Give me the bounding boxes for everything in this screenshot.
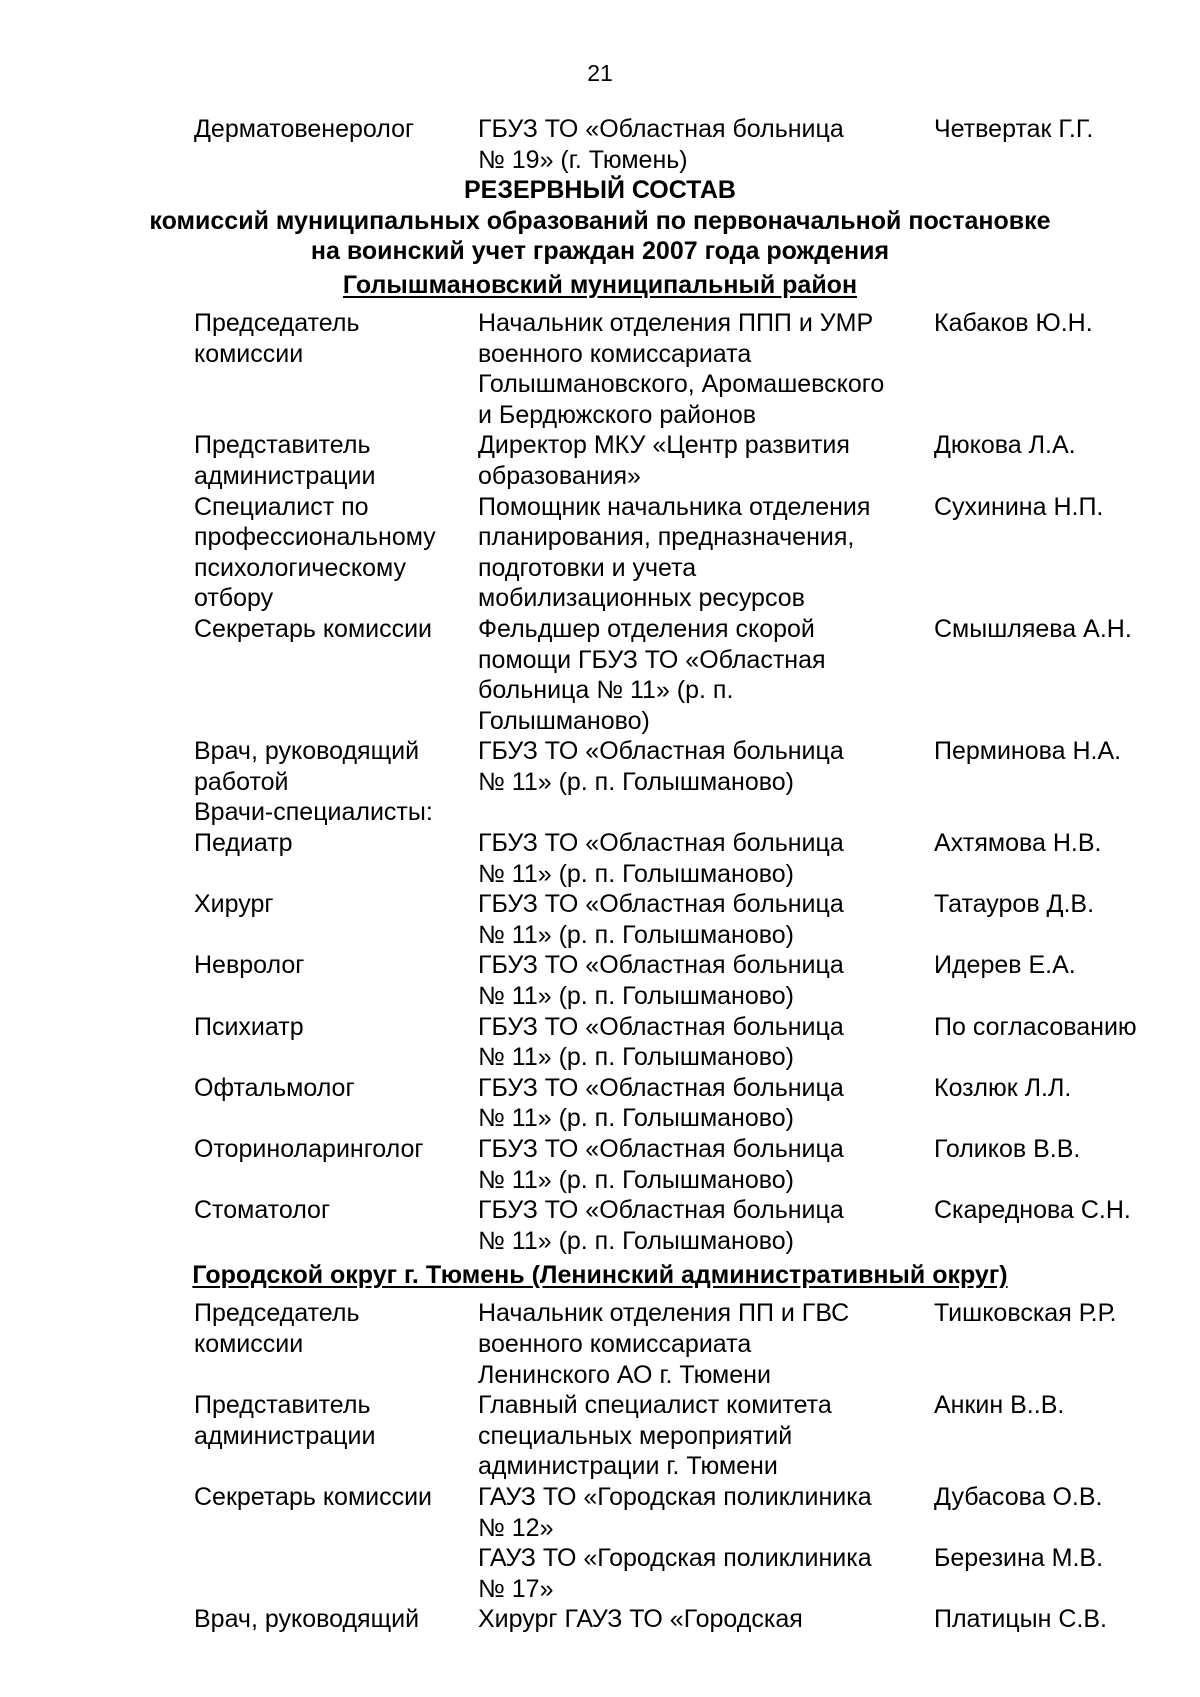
role-cell xyxy=(194,950,478,1011)
organization-line: специальных мероприятий xyxy=(478,1421,793,1450)
document-heading xyxy=(0,175,1200,267)
organization-line: № 19» (г. Тюмень) xyxy=(478,145,688,174)
table-row xyxy=(194,1134,1154,1195)
organization-cell xyxy=(478,308,934,430)
table-row xyxy=(194,1298,1154,1390)
role-line: Секретарь комиссии xyxy=(194,614,433,643)
organization-line: № 11» (р. п. Голышманово) xyxy=(478,1104,794,1133)
heading-line: комиссий муниципальных образований по первоначальной постановке xyxy=(149,206,1051,235)
table-row xyxy=(194,1195,1154,1256)
organization-cell xyxy=(478,614,934,736)
role-line: Офтальмолог xyxy=(194,1073,355,1102)
role-cell xyxy=(194,308,478,430)
role-line: Педиатр xyxy=(194,829,293,858)
organization-line: Голышманово) xyxy=(478,706,650,735)
organization-cell xyxy=(478,1012,934,1073)
person-cell: По согласованию xyxy=(934,1012,1137,1041)
organization-cell xyxy=(478,1390,934,1482)
person-cell: Смышляева А.Н. xyxy=(934,614,1132,643)
role-line: профессиональному xyxy=(194,523,436,552)
role-line: Председатель xyxy=(194,1299,360,1328)
organization-line: Начальник отделения ППП и УМР xyxy=(478,308,874,337)
heading-line: на воинский учет граждан 2007 года рождения xyxy=(310,237,890,266)
role-cell xyxy=(194,614,478,736)
person-cell: Татауров Д.В. xyxy=(934,890,1095,919)
role-line: Дерматовенеролог xyxy=(194,115,415,143)
organization-cell xyxy=(478,1073,934,1134)
person-cell: Идерев Е.А. xyxy=(934,951,1076,980)
organization-line: № 11» (р. п. Голышманово) xyxy=(478,767,794,796)
organization-line: ГБУЗ ТО «Областная больница xyxy=(478,1073,844,1102)
organization-line: и Бердюжского районов xyxy=(478,400,757,429)
organization-line: военного комиссариата xyxy=(478,1329,752,1358)
organization-line: № 11» (р. п. Голышманово) xyxy=(478,859,794,888)
section-title-text: Голышмановский муниципальный район xyxy=(342,270,858,299)
organization-cell xyxy=(478,950,934,1011)
organization-line: № 11» (р. п. Голышманово) xyxy=(478,920,794,949)
organization-cell xyxy=(478,1604,934,1635)
organization-line: ГБУЗ ТО «Областная больница xyxy=(478,829,844,858)
organization-line: ГАУЗ ТО «Городская поликлиника xyxy=(478,1544,872,1573)
organization-cell xyxy=(478,1195,934,1256)
role-line: Врач, руководящий xyxy=(194,737,420,766)
page-number: 21 xyxy=(587,60,613,86)
table-row xyxy=(194,889,1154,950)
role-cell xyxy=(194,492,478,614)
organization-line: планирования, предназначения, xyxy=(478,523,855,552)
person-cell: Дюкова Л.А. xyxy=(934,431,1076,460)
role-cell xyxy=(194,430,478,491)
organization-cell xyxy=(478,736,934,828)
document-body xyxy=(149,114,1154,1635)
table-row xyxy=(194,1390,1154,1482)
role-line: Оториноларинголог xyxy=(194,1135,424,1163)
organization-line: № 12» xyxy=(478,1513,554,1542)
organization-line: Хирург ГАУЗ ТО «Городская xyxy=(478,1605,803,1634)
organization-cell xyxy=(478,828,934,889)
role-line: Председатель xyxy=(194,308,360,337)
table-row xyxy=(194,308,1154,430)
organization-line: ГБУЗ ТО «Областная больница xyxy=(478,890,844,919)
table-row xyxy=(194,614,1154,736)
person-cell: Ахтямова Н.В. xyxy=(934,829,1102,858)
table-row xyxy=(194,114,1154,175)
sections-container xyxy=(194,267,1154,1635)
table-row xyxy=(194,1012,1154,1073)
role-line: Хирург xyxy=(194,890,274,919)
person-cell: Четвертак Г.Г. xyxy=(934,115,1094,143)
table-row xyxy=(194,828,1154,889)
organization-line: № 17» xyxy=(478,1574,554,1603)
organization-line: Голышмановского, Аромашевского xyxy=(478,370,885,399)
organization-cell xyxy=(478,1134,934,1195)
role-line: комиссии xyxy=(194,339,304,368)
organization-line: ГБУЗ ТО «Областная больница xyxy=(478,951,844,980)
role-cell xyxy=(194,1195,478,1256)
organization-line: ГБУЗ ТО «Областная больница xyxy=(478,1135,844,1163)
heading-line: РЕЗЕРВНЫЙ СОСТАВ xyxy=(464,176,736,205)
role-cell xyxy=(194,1298,478,1390)
person-cell: Голиков В.В. xyxy=(934,1135,1081,1163)
role-line: Стоматолог xyxy=(194,1196,331,1225)
person-cell: Перминова Н.А. xyxy=(934,737,1122,766)
role-line: Врачи-специалисты: xyxy=(194,798,433,827)
role-line: комиссии xyxy=(194,1329,304,1358)
organization-line: Помощник начальника отделения xyxy=(478,492,871,521)
person-cell: Платицын С.В. xyxy=(934,1605,1107,1634)
organization-cell xyxy=(478,889,934,950)
role-cell xyxy=(194,1543,478,1604)
person-cell: Тишковская Р.Р. xyxy=(934,1299,1117,1328)
section-title xyxy=(0,1256,1200,1298)
organization-line: помощи ГБУЗ ТО «Областная xyxy=(478,645,826,674)
role-line: администрации xyxy=(194,1421,376,1450)
organization-line: Главный специалист комитета xyxy=(478,1391,832,1420)
person-cell: Анкин В..В. xyxy=(934,1391,1065,1420)
table-row xyxy=(194,492,1154,614)
role-cell xyxy=(194,828,478,889)
organization-cell xyxy=(478,114,934,175)
role-line: Секретарь комиссии xyxy=(194,1482,433,1511)
person-cell: Дубасова О.В. xyxy=(934,1482,1103,1511)
role-cell xyxy=(194,1012,478,1073)
role-cell xyxy=(194,1390,478,1482)
organization-line: № 11» (р. п. Голышманово) xyxy=(478,1043,794,1072)
person-cell: Козлюк Л.Л. xyxy=(934,1073,1072,1102)
role-line: отбору xyxy=(194,584,274,613)
organization-cell xyxy=(478,492,934,614)
organization-line: Ленинского АО г. Тюмени xyxy=(478,1360,771,1389)
role-cell xyxy=(194,1604,478,1635)
role-line: администрации xyxy=(194,461,376,490)
role-cell xyxy=(194,889,478,950)
organization-line: Начальник отделения ПП и ГВС xyxy=(478,1299,850,1328)
organization-line: ГБУЗ ТО «Областная больница xyxy=(478,115,844,143)
role-line: Врач, руководящий xyxy=(194,1605,420,1634)
role-line: психологическому xyxy=(194,553,406,582)
role-cell xyxy=(194,114,478,175)
organization-cell xyxy=(478,1482,934,1543)
person-cell: Скареднова С.Н. xyxy=(934,1196,1131,1225)
table-row xyxy=(194,1604,1154,1635)
person-cell: Кабаков Ю.Н. xyxy=(934,308,1093,337)
person-cell: Сухинина Н.П. xyxy=(934,492,1104,521)
organization-line: № 11» (р. п. Голышманово) xyxy=(478,1226,794,1255)
role-cell xyxy=(194,1073,478,1134)
organization-line: больница № 11» (р. п. xyxy=(478,676,734,705)
table-row xyxy=(194,950,1154,1011)
organization-line: Директор МКУ «Центр развития xyxy=(478,431,850,460)
role-cell xyxy=(194,1482,478,1543)
role-line: Представитель xyxy=(194,1391,371,1420)
organization-line: образования» xyxy=(478,461,641,490)
organization-line: ГБУЗ ТО «Областная больница xyxy=(478,737,844,766)
table-row xyxy=(194,1543,1154,1604)
organization-line: ГБУЗ ТО «Областная больница xyxy=(478,1196,844,1225)
role-line: Специалист по xyxy=(194,492,369,521)
person-cell: Березина М.В. xyxy=(934,1544,1104,1573)
organization-cell xyxy=(478,1543,934,1604)
organization-cell xyxy=(478,1298,934,1390)
section-title-text: Городской округ г. Тюмень (Ленинский административный округ) xyxy=(192,1261,1008,1290)
organization-line: № 11» (р. п. Голышманово) xyxy=(478,982,794,1011)
organization-line: ГАУЗ ТО «Городская поликлиника xyxy=(478,1482,872,1511)
organization-line: администрации г. Тюмени xyxy=(478,1452,778,1481)
organization-line: ГБУЗ ТО «Областная больница xyxy=(478,1012,844,1041)
role-cell xyxy=(194,736,478,828)
role-line: Представитель xyxy=(194,431,371,460)
table-row xyxy=(194,736,1154,828)
organization-line: № 11» (р. п. Голышманово) xyxy=(478,1165,794,1194)
organization-line: подготовки и учета xyxy=(478,553,697,582)
role-line: работой xyxy=(194,767,289,796)
table-row xyxy=(194,1482,1154,1543)
role-line: Невролог xyxy=(194,951,305,980)
organization-line: Фельдшер отделения скорой xyxy=(478,614,815,643)
role-cell xyxy=(194,1134,478,1195)
table-row xyxy=(194,1073,1154,1134)
role-line: Психиатр xyxy=(194,1012,304,1041)
table-row xyxy=(194,430,1154,491)
organization-cell xyxy=(478,430,934,491)
organization-line: мобилизационных ресурсов xyxy=(478,584,805,613)
section-title xyxy=(0,267,1200,308)
organization-line: военного комиссариата xyxy=(478,339,752,368)
